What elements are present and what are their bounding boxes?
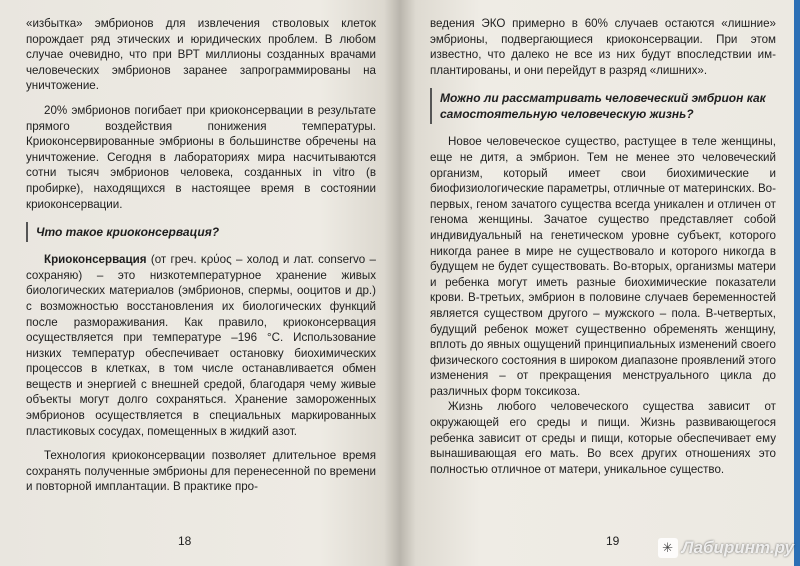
definition-text: (от греч. κρύος – холод и лат. conservo – сохраняю) – это низкотемпературное хранение живых биологических материалов (эмбрионов, спермы, ооцитов и др.) с возможностью восстановления их биологических функций после размораживания. Как правило, криоконсервация осуществляется при температуре –196 °С. Использование низких температур обеспечивает остановку биохимических процессов в клетках, в том числе останавливается обмен веществ и энергией с внешней средой, благодаря чему живые объекты могут долго сохраняться. Хранение замороженных эмбрионов осуществляется в специальных маркированных пластиковых сосудах, помещенных в жидкий азот. [26,253,376,438]
book-edge-strip [794,0,800,566]
paragraph: «избытка» эмбрионов для извлечения стволовых клеток порождает ряд этических и юридических проблем. В любом случае очевидно, что при ВРТ миллионы созданных врачами человеческих эмбрионов заранее запрограммированы на уничтожение. [26,17,376,93]
left-page-text [26,16,376,495]
page-number: 18 [178,534,192,548]
left-page [0,0,392,566]
section-heading: Что такое криоконсервация? [26,222,376,242]
term-label: Криоконсервация [44,253,147,267]
watermark-text: Лабиринт.ру [681,538,794,557]
paragraph: ведения ЭКО примерно в 60% случаев остаются «лишние» эмбрионы, подвергающиеся криоконсервации. При этом известно, что далеко не все из них будут впоследствии имплантированы, и они перейдут в разряд «лишних». [430,17,776,77]
paragraph: Технология криоконсервации позволяет длительное время сохранять полученные эмбрионы для перенесенной по времени и повторной имплантации. В практике про- [26,449,376,494]
paragraph: Жизнь любого человеческого существа зависит от окружающей его среды и пищи. Жизнь развивающегося ребенка зависит от среды и пищи, которые обеспечивает ему вынашивающая его мать. Во всех других отношениях это полностью отличное от матери, уникальное существо. [430,400,776,476]
watermark-logo [658,538,794,558]
definition-paragraph [26,252,376,439]
page-number: 19 [606,534,620,548]
right-page-text [430,16,776,477]
paragraph: 20% эмбрионов погибает при криоконсервации в результате прямого воздействия понижения температуры. Криоконсервированные эмбрионы в большинстве обречены на уничтожение. Сегодня в лабораториях мира насчитываются сотни тысяч эмбрионов человека, созданных in vitro (в пробирке), находящихся в настоящее время в состоянии криоконсервации. [26,103,376,211]
section-heading: Можно ли рассматривать человеческий эмбрион как самостоятельную человеческую жизнь? [430,88,776,124]
labirint-logo-icon: ✳ [658,538,678,558]
right-page [408,0,800,566]
paragraph: Новое человеческое существо, растущее в теле женщины, еще не дитя, а эмбрион. Тем не менее это человеческий организм, который имеет свои биохимические и биофизиологические параметры, отличные от материнских. Во-первых, геном зачатого существа всегда уникален и отличен от генома женщины. Зачатое существо представляет собой индивидуальный на генетическом уровне субъект, которого никогда ранее в мире не существовало и которого никогда в будущем не будет существовать. Во-вторых, организмы матери и ребенка могут иметь разные биохимические показатели крови. В-третьих, эмбрион в половине случаев беременностей является существом другого – мужского – пола. В-четвертых, будущий ребенок может существенно обременять женщину, вплоть до явных ощущений принципиальных изменений своего физического состояния в широком диапазоне проявлений этого изменения – от прекращения менструального цикла до различных форм токсикоза. [430,135,776,398]
